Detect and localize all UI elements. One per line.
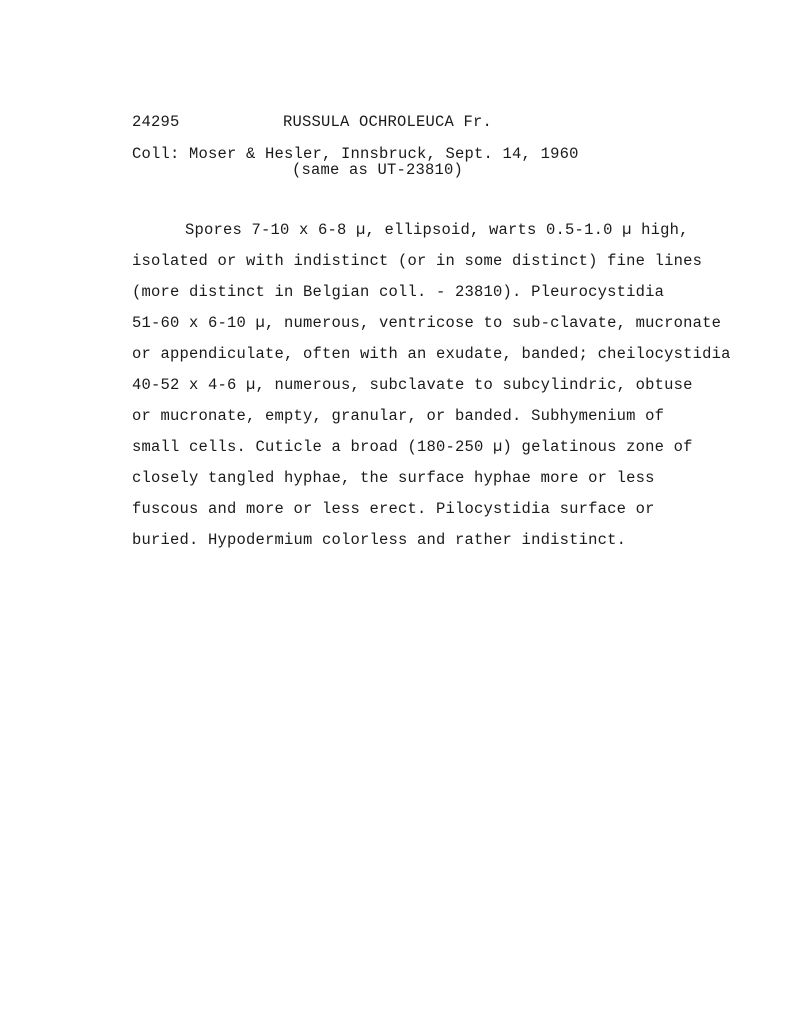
accession-number: 24295 bbox=[132, 113, 180, 131]
description-line: isolated or with indistinct (or in some distinct) fine lines bbox=[132, 252, 703, 270]
description-line: (more distinct in Belgian coll. - 23810). Pleurocystidia bbox=[132, 283, 665, 301]
description-line: buried. Hypodermium colorless and rather indistinct. bbox=[132, 531, 627, 549]
description-line: closely tangled hyphae, the surface hyphae more or less bbox=[132, 469, 655, 487]
species-title: RUSSULA OCHROLEUCA Fr. bbox=[283, 113, 493, 131]
collection-info: Coll: Moser & Hesler, Innsbruck, Sept. 14, 1960 bbox=[132, 145, 579, 163]
description-line: 51-60 x 6-10 µ, numerous, ventricose to sub-clavate, mucronate bbox=[132, 314, 722, 332]
description-line: 40-52 x 4-6 µ, numerous, subclavate to subcylindric, obtuse bbox=[132, 376, 693, 394]
description-line: small cells. Cuticle a broad (180-250 µ) gelatinous zone of bbox=[132, 438, 693, 456]
description-line: or appendiculate, often with an exudate, banded; cheilocystidia bbox=[132, 345, 731, 363]
same-as-note: (same as UT-23810) bbox=[292, 161, 464, 179]
description-line: or mucronate, empty, granular, or banded. Subhymenium of bbox=[132, 407, 665, 425]
description-line: Spores 7-10 x 6-8 µ, ellipsoid, warts 0.5-1.0 µ high, bbox=[185, 221, 689, 239]
description-line: fuscous and more or less erect. Pilocystidia surface or bbox=[132, 500, 655, 518]
